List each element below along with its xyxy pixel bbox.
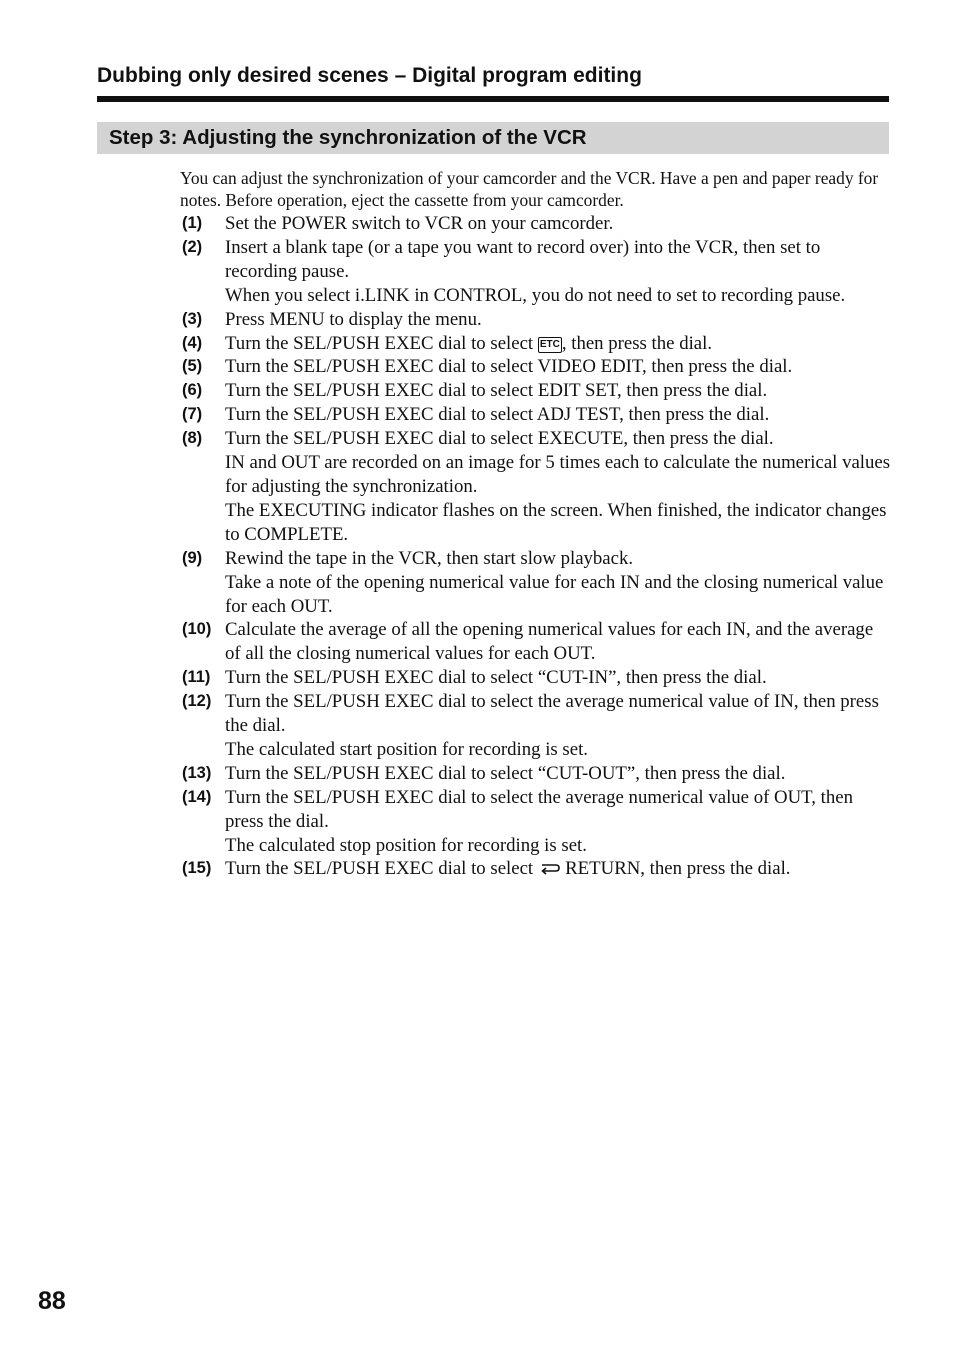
step-note: The EXECUTING indicator flashes on the screen. When finished, the indicator changes to COMPLETE. bbox=[225, 499, 887, 545]
step-text-part: , then press the dial. bbox=[561, 332, 713, 354]
step-item bbox=[180, 762, 892, 786]
step-number: (11) bbox=[182, 668, 211, 687]
page-number: 88 bbox=[38, 1287, 66, 1315]
step-item bbox=[180, 403, 892, 427]
step-note: IN and OUT are recorded on an image for 5 times each to calculate the numerical values for adjusting the synchronization. bbox=[225, 452, 891, 497]
step-item bbox=[180, 379, 892, 403]
step-item bbox=[180, 857, 892, 881]
step-text: Set the POWER switch to VCR on your camcorder. bbox=[225, 213, 614, 234]
step-text: Turn the SEL/PUSH EXEC dial to select VIDEO EDIT, then press the dial. bbox=[225, 356, 793, 378]
step-list bbox=[180, 212, 892, 881]
header-rule bbox=[97, 96, 889, 102]
step-text: Turn the SEL/PUSH EXEC dial to select “CUT-IN”, then press the dial. bbox=[225, 667, 767, 689]
step-number: (14) bbox=[182, 787, 212, 806]
step-text: Turn the SEL/PUSH EXEC dial to select ADJ TEST, then press the dial. bbox=[225, 404, 770, 426]
step-number: (10) bbox=[182, 620, 212, 639]
step-number: (7) bbox=[182, 405, 203, 424]
step-text: Rewind the tape in the VCR, then start slow playback. bbox=[225, 547, 634, 569]
page-header-title: Dubbing only desired scenes – Digital program editing bbox=[97, 64, 642, 87]
step-text bbox=[225, 857, 892, 881]
step-text-part: RETURN, then press the dial. bbox=[565, 858, 791, 880]
section-title: Step 3: Adjusting the synchronization of the VCR bbox=[97, 122, 889, 154]
step-number: (12) bbox=[182, 692, 212, 711]
step-note: Take a note of the opening numerical value for each IN and the closing numerical value for each OUT. bbox=[225, 571, 884, 617]
step-note: The calculated stop position for recording is set. bbox=[225, 834, 587, 856]
step-item bbox=[180, 666, 892, 690]
etc-menu-icon: ETC bbox=[538, 337, 562, 353]
step-text: Turn the SEL/PUSH EXEC dial to select “CUT-OUT”, then press the dial. bbox=[225, 762, 786, 784]
step-item bbox=[180, 236, 892, 308]
step-number: (1) bbox=[182, 214, 203, 232]
step-text: Calculate the average of all the opening numerical values for each IN, and the average of all the closing numerical values for each OUT. bbox=[225, 619, 874, 665]
step-note: When you select i.LINK in CONTROL, you do not need to set to recording pause. bbox=[225, 284, 846, 306]
step-item bbox=[180, 618, 892, 666]
step-item bbox=[180, 547, 892, 619]
step-number: (9) bbox=[182, 548, 203, 567]
step-text: Turn the SEL/PUSH EXEC dial to select the average numerical value of IN, then press the dial. bbox=[225, 691, 879, 737]
step-note: The calculated start position for recording is set. bbox=[225, 738, 588, 760]
step-text: Turn the SEL/PUSH EXEC dial to select EDIT SET, then press the dial. bbox=[225, 380, 768, 402]
step-text-part: Turn the SEL/PUSH EXEC dial to select bbox=[225, 858, 534, 880]
step-item bbox=[180, 332, 892, 356]
step-text: Insert a blank tape (or a tape you want to record over) into the VCR, then set to recording pause. bbox=[225, 236, 821, 282]
return-arrow-icon bbox=[539, 861, 561, 875]
step-text: Turn the SEL/PUSH EXEC dial to select the average numerical value of OUT, then press the dial. bbox=[225, 786, 853, 832]
step-number: (5) bbox=[182, 357, 203, 376]
step-text: Turn the SEL/PUSH EXEC dial to select EXECUTE, then press the dial. bbox=[225, 428, 774, 450]
step-number: (2) bbox=[182, 237, 203, 256]
step-text-part: Turn the SEL/PUSH EXEC dial to select bbox=[225, 332, 538, 354]
step-item bbox=[180, 355, 892, 379]
step-number: (8) bbox=[182, 429, 203, 448]
step-text: Press MENU to display the menu. bbox=[225, 308, 482, 330]
step-item bbox=[180, 690, 892, 762]
step-number: (4) bbox=[182, 333, 203, 352]
step-number: (6) bbox=[182, 381, 203, 400]
step-text bbox=[225, 332, 892, 356]
step-item bbox=[180, 786, 892, 858]
step-number: (15) bbox=[182, 859, 212, 878]
step-item bbox=[180, 427, 892, 547]
step-number: (13) bbox=[182, 763, 212, 782]
step-item bbox=[180, 308, 892, 332]
step-number: (3) bbox=[182, 309, 203, 328]
step-item bbox=[180, 212, 892, 236]
intro-paragraph: You can adjust the synchronization of your camcorder and the VCR. Have a pen and paper ready for notes. Before operation, eject the cassette from your camcorder. bbox=[180, 168, 879, 210]
